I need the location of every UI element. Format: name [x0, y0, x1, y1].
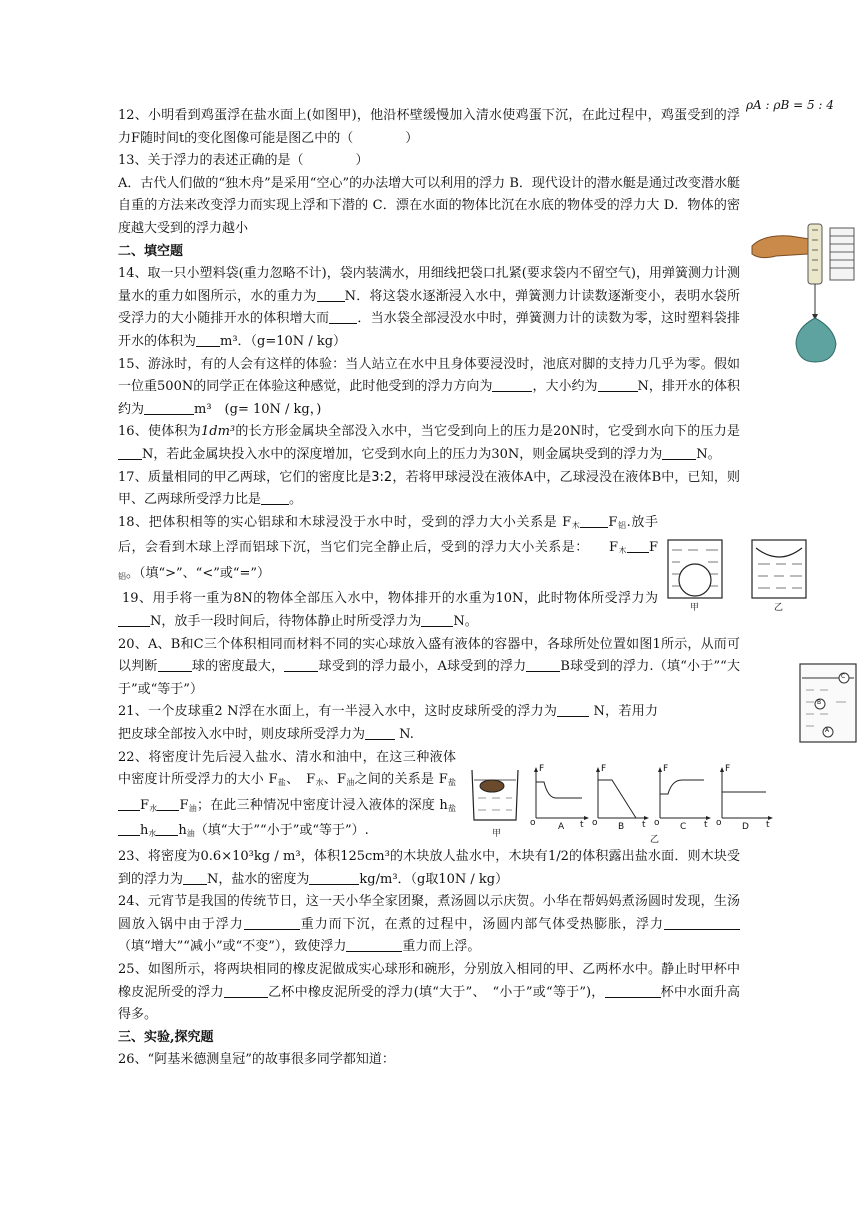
graph-d-label: D: [742, 822, 749, 832]
question-18: 18、把体积相等的实心铝球和木球浸没于水中时，受到的浮力大小关系是 $F_木$ $F_铝$.放手后，会看到木球上浮而铝球下沉，当它们完全静止后，受到的浮力大小关系是： $F_木$ $F_铝$。（填“>”、“<”或“=”）: [118, 512, 658, 589]
question-24: 24、元宵节是我国的传统节日，这一天小华全家团聚，煮汤圆以示庆贺。小华在帮妈妈煮汤圆时发现，生汤圆放入锅中由于浮力 重力而下沉，在煮的过程中，汤圆内部气体受热膨胀，浮力（填“增大”“减小”或“不变”），致使浮力 重力而上浮。: [118, 894, 740, 955]
graph-c-t-label: t: [704, 820, 708, 830]
question-14: 14、取一只小塑料袋(重力忽略不计)，袋内装满水，用细线把袋口扎紧(要求袋内不留空气)，用弹簧测力计测量水的重力如图所示，水的重力为 N．将这袋水逐渐浸入水中，弹簧测力计读数逐渐变小，表明水袋所受浮力的大小随排开水的体积增大而 ．当水袋全部浸没水中时，弹簧测力计的读数为零，这时塑料袋排开水的体积为 m³．（g=10N / kg）: [118, 266, 740, 349]
graph-a-t-label: t: [580, 820, 584, 830]
question-26: 26、“阿基米德测皇冠”的故事很多同学都知道：: [118, 1052, 395, 1068]
question-19: 19、用手将一重为8N的物体全部压入水中，物体排开的水重为10N，此时物体所受浮力为N，放手一段时间后，待物体静止时所受浮力为 N。: [118, 588, 658, 633]
question-17: 17、质量相同的甲乙两球，它们的密度比是3:2，若将甲球浸没在液体A中，乙球浸没在液体B中，已知，则甲、乙两球所受浮力比是 。: [118, 469, 740, 508]
section-heading-fill-blank: 二、填空题: [118, 243, 184, 259]
ball-label-c: C: [841, 673, 846, 680]
question-16: 16、使体积为1dm³的长方形金属块全部没入水中，当它受到向上的压力是20N时，它受到水向下的压力是N，若此金属块投入水中的深度增加，它受到水向上的压力为30N，则金属块受到的浮力为 N。: [118, 424, 740, 462]
section-heading-experiment: 三、实验,探究题: [118, 1029, 214, 1045]
graph-d-t-label: t: [766, 820, 770, 830]
cup-label-right: 乙: [774, 603, 784, 613]
graph-c-origin: o: [654, 818, 660, 828]
question-23: 23、将密度为0.6×10³kg / m³，体积125cm³的木块放人盐水中，木块有1/2的体积露出盐水面．则木块受到的浮力为 N，盐水的密度为 kg/m³．（g取10N / kg）: [118, 849, 740, 887]
graph-a-label: A: [558, 822, 565, 832]
graph-b-origin: o: [592, 818, 598, 828]
ball-label-b: B: [817, 699, 822, 706]
question-21: 21、一个皮球重2 N浮在水面上，有一半浸入水中，这时皮球所受的浮力为 N，若用力把皮球全部按入水中时，则皮球所受浮力为 N.: [118, 701, 658, 746]
graph-a-origin: o: [530, 818, 536, 828]
question-22: 22、将密度计先后浸入盐水、清水和油中，在这三种液体中密度计所受浮力的大小 $F_盐$、 $F_水$、$F_油$之间的关系是 $F_盐F_水$ $F_油$；在此三种情况中密度计浸入液体的深度 $h_盐h_水$ $h_油$（填“大于”“小于”或“等于”）.: [118, 749, 457, 839]
ball-label-a: A: [825, 727, 830, 734]
question-list: [118, 105, 740, 1072]
cups-figure: [662, 536, 842, 616]
question-25: 25、如图所示，将两块相同的橡皮泥做成实心球形和碗形，分别放入相同的甲、乙两杯水中。静止时甲杯中橡皮泥所受的浮力 乙杯中橡皮泥所受的浮力(填“大于”、 “小于”或“等于”)， 杯中水面升高得多。: [118, 961, 740, 1023]
question-13: 13、关于浮力的表述正确的是（ ）: [118, 153, 369, 169]
graph-a-f-label: F: [539, 764, 545, 774]
cup-label-left: 甲: [690, 603, 700, 613]
question-12: 12、小明看到鸡蛋浮在盐水面上(如图甲)，他沿杯壁缓慢加入清水使鸡蛋下沉，在此过程中，鸡蛋受到的浮力F随时间t的变化图像可能是图乙中的（ ）: [118, 108, 740, 146]
three-balls-figure: [798, 662, 858, 744]
spring-scale-water-bag-figure: [746, 210, 858, 366]
graph-b-f-label: F: [601, 764, 607, 774]
graph-d-f-label: F: [725, 764, 731, 774]
graph-c-label: C: [680, 822, 687, 832]
graph-c-f-label: F: [663, 764, 669, 774]
graph-b-label: B: [618, 822, 625, 832]
graph-b-t-label: t: [642, 820, 646, 830]
question-20: 20、A、B和C三个体积相同而材料不同的实心球放入盛有液体的容器中，各球所处位置如图1所示，从而可以判断 球的密度最大， 球受到的浮力最小，A球受到的浮力 B球受到的浮力.（填“小于”“大于”或“等于”）: [118, 636, 740, 697]
graph-group-label: 乙: [650, 835, 660, 845]
egg-cup-label: 甲: [492, 829, 502, 839]
question-15: 15、游泳时，有的人会有这样的体验：当人站立在水中且身体要浸没时，池底对脚的支持力几乎为零。假如一位重500N的同学正在体验这种感觉，此时他受到的浮力方向为 ，大小约为 N，排开水的体积约为 m³ (g= 10N / kg，): [118, 356, 740, 417]
question-13-options: A．古代人们做的“独木舟”是采用“空心”的办法增大可以利用的浮力 B．现代设计的潜水艇是通过改变潜水艇自重的方法来改变浮力而实现上浮和下潜的 C．漂在水面的物体比沉在水底的物体受的浮力大 D．物体的密度越大受到的浮力越小: [118, 175, 740, 236]
density-ratio-formula: ρA : ρB = 5 : 4: [746, 98, 834, 112]
graph-d-origin: o: [716, 818, 722, 828]
buoyancy-graphs-figure: [466, 764, 786, 844]
